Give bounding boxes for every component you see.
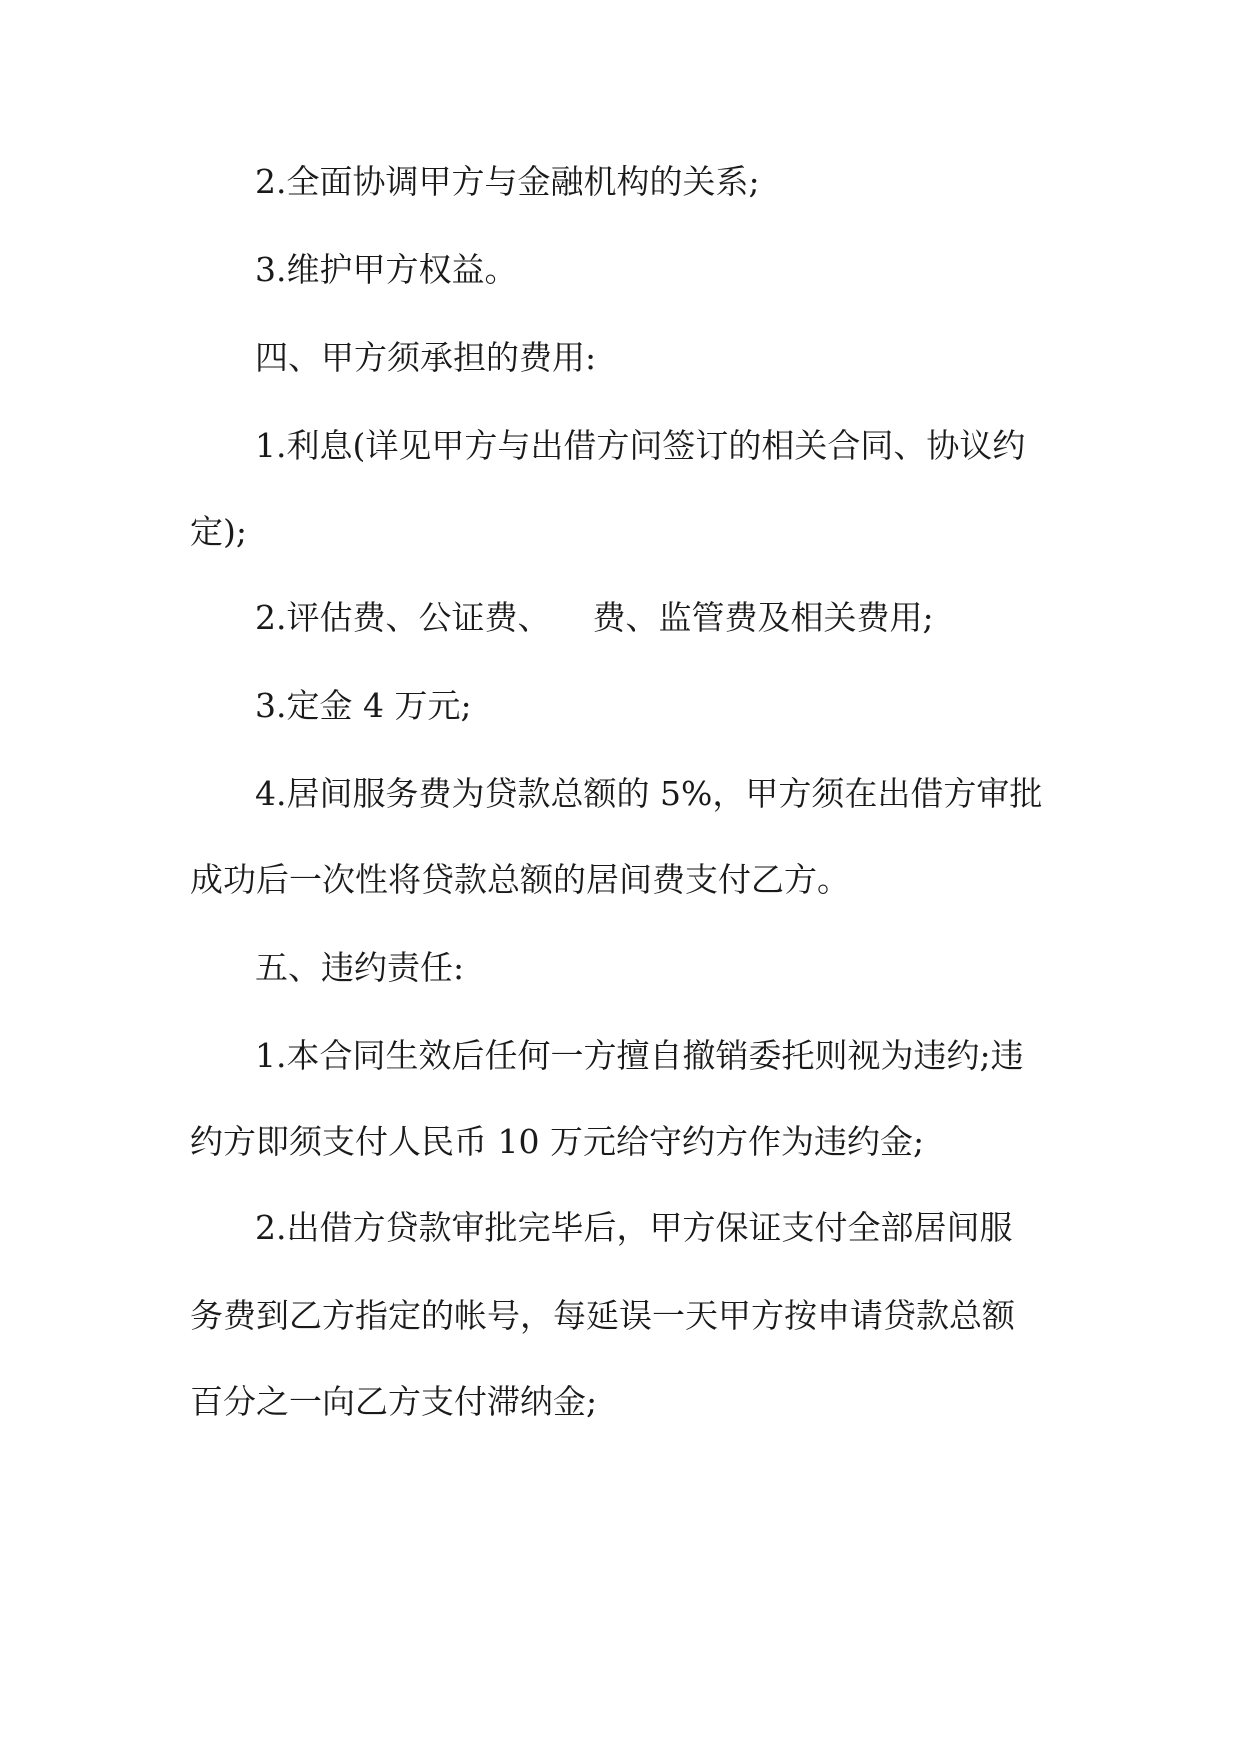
section-heading: 四、甲方须承担的费用:: [255, 338, 597, 377]
paragraph-line: 3.维护甲方权益。: [255, 250, 518, 289]
section-heading: 五、违约责任:: [255, 948, 465, 987]
paragraph-line: 2.全面协调甲方与金融机构的关系;: [255, 162, 760, 201]
paragraph-line: 定);: [190, 512, 247, 551]
paragraph-line: 1.利息(详见甲方与出借方问签订的相关合同、协议约: [255, 426, 1026, 465]
paragraph-line: 2.出借方贷款审批完毕后，甲方保证支付全部居间服: [255, 1208, 1013, 1247]
paragraph-line: 约方即须支付人民币 10 万元给守约方作为违约金;: [190, 1122, 925, 1161]
paragraph-line: 3.定金 4 万元;: [255, 686, 472, 725]
paragraph-line: 务费到乙方指定的帐号，每延误一天甲方按申请贷款总额: [190, 1296, 1015, 1335]
paragraph-line: 2.评估费、公证费、 费、监管费及相关费用;: [255, 598, 934, 637]
paragraph-line: 4.居间服务费为贷款总额的 5%，甲方须在出借方审批: [255, 774, 1043, 813]
paragraph-line: 成功后一次性将贷款总额的居间费支付乙方。: [190, 860, 850, 899]
paragraph-line: 1.本合同生效后任何一方擅自撤销委托则视为违约;违: [255, 1036, 1024, 1075]
paragraph-line: 百分之一向乙方支付滞纳金;: [190, 1382, 598, 1421]
